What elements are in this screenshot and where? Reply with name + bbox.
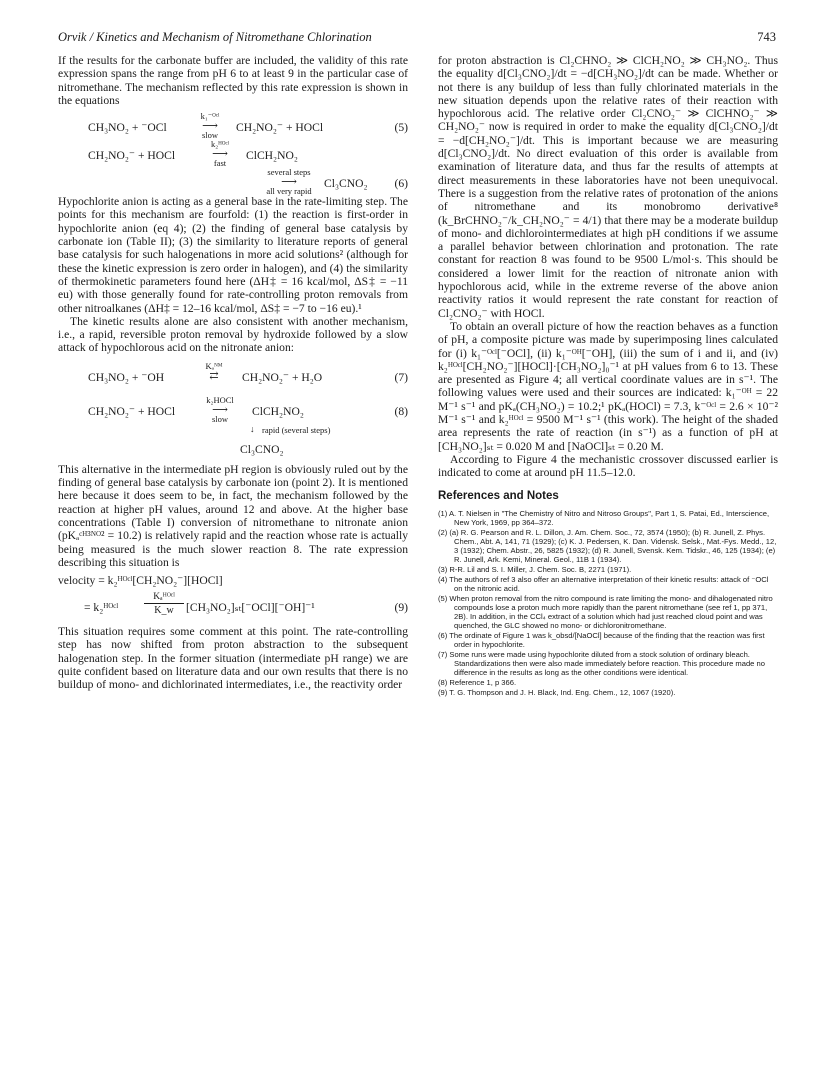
reaction-arrow [188, 111, 232, 140]
eq-lhs: CH₂NO₂⁻ + HOCl [88, 149, 176, 163]
fraction [144, 591, 184, 617]
equation-number: (9) [394, 601, 408, 615]
paragraph: To obtain an overall picture of how the reaction behaves as a function of pH, a composite picture was made by superimposing lines calculated for (i) k₁⁻ᴼᶜˡ[⁻OCl], (ii) k₁⁻ᴼᴴ[⁻OH], (iii) the sum of i and ii, and (iv) k₂ᴴᴼᶜˡ[CH₂NO₂⁻][HOCl]·[CH₃NO₂]₀⁻¹ at pH values from 6 to 13. These are presented as Figure 4; all vertical coordinate values are in s⁻¹. The following values were used and their sources are indicated: k₁⁻ᴼᴴ = 22 M⁻¹ s⁻¹ and pKₐ(CH₃NO₂) = 10.2;¹ pKₐ(HOCl) = 7.3, k⁻ᴼᶜˡ = 2.6 × 10⁻² M⁻¹ s⁻¹ and k₂ᴴᴼᶜˡ = 9500 M⁻¹ s⁻¹ (this work). The height of the shaded area represents the rate of reaction (in s⁻¹) as a function of pH at [CH₃NO₂]ₛₜ = 0.020 M and [NaOCl]ₛₜ = 0.20 M. [438, 319, 778, 453]
eq-lhs: CH₂NO₂⁻ + HOCl [88, 404, 176, 418]
equation-number: (7) [394, 370, 408, 384]
reference-item: (3) R-R. Lil and S. I. Miller, J. Chem. Soc. B, 2271 (1971). [438, 564, 632, 574]
equilibrium-arrow [190, 361, 238, 381]
equilibrium-constant: Kₐᴺᴹ [205, 360, 223, 371]
step-label: slow [211, 413, 229, 424]
arrow-glyph: ⟶ [281, 176, 297, 189]
reference-item: (1) A. T. Nielsen in "The Chemistry of Nitro and Nitroso Groups", Part 1, S. Patai, Ed., Interscience, New York, 1969, pp 364–372. [438, 508, 770, 527]
rate-constant: k₁⁻ᴼᶜˡ [200, 111, 220, 122]
reference-item: (8) Reference 1, p 366. [438, 677, 517, 687]
paragraph: This alternative in the intermediate pH region is obviously ruled out by the finding of general base catalysis by carbonate ion (point 2). It is mentioned here because it does seem to be, in fact, the mechanism followed by the reaction at higher pH values, around 12 and above. At the higher base concentrations (Table I) conversion of nitromethane to nitronate anion (pKₐᶜᴴ³ᴺᴼ² = 10.2) is relatively rapid and the reaction whose rate is actually being measured is the much slower reaction 8. The rate expression describing this situation is [58, 462, 408, 569]
equation-number: (8) [394, 404, 408, 418]
equation-6a [58, 139, 408, 169]
reaction-arrow [192, 395, 248, 424]
equation-8-step [58, 423, 408, 439]
paragraph: This situation requires some comment at this point. The rate-controlling step has now shifted from proton abstraction to the subsequent halogenation step. In the former situation (intermediate pH range) we are quite confident based on literature data and our own results that there is no buildup of mono- and dichlorinated intermediates, i.e., the reactivity order [58, 625, 408, 692]
rate-expression: velocity = k₂ᴴᴼᶜˡ[CH₂NO₂⁻][HOCl] [58, 574, 223, 588]
equation-6b [58, 167, 408, 197]
reaction-arrow [256, 167, 322, 196]
eq-rhs: ClCH₂NO₂ [252, 404, 304, 418]
page-number: 743 [757, 30, 776, 44]
equation-8 [58, 394, 408, 424]
rate-constant: k₂ᴴᴼᶜˡ [210, 139, 230, 150]
eq-lhs: CH₃NO₂ + ⁻OH [88, 370, 165, 384]
arrow-glyph: ⟶ [212, 403, 228, 416]
right-column [438, 54, 778, 698]
eq-rhs: CH₂NO₂⁻ + H₂O [242, 370, 323, 384]
arrow-glyph: ⟶ [202, 120, 218, 133]
equation-5 [58, 111, 408, 141]
rate-constant: k₂HOCl [206, 394, 234, 405]
eq-rhs: ClCH₂NO₂ [246, 149, 298, 163]
eq-rhs: CH₂NO₂⁻ + HOCl [236, 121, 324, 135]
step-label: all very rapid [266, 186, 312, 197]
paragraph: If the results for the carbonate buffer are included, the validity of this rate expression spans the range from pH 6 to at least 9 in the particular case of nitromethane. The mechanism reflected by this rate expression is shown in the equations [58, 54, 408, 107]
fraction-denominator: K_w [154, 605, 174, 617]
step-label: slow [201, 130, 219, 141]
reference-item: (2) (a) R. G. Pearson and R. L. Dillon, J. Am. Chem. Soc., 72, 3574 (1950); (b) R. Junell, Z. Phys. Chem., Abt. A, 141, 71 (1929); (c) K. J. Pedersen, K. Dan. Vidensk. Selsk., Mat.-Fys. Medd., 12, 3 (1932); Chem. Abstr., 26, 5825 (1932); (d) R. Junell, Svensk. Kem. Tidskr., 46, 125 (1934); (e) R. Junell, Ark. Kemi, Mineral. Geol., 11B 1 (1934). [438, 527, 777, 564]
rate-expression-1 [58, 571, 408, 589]
arrow-glyph: ⇄ [209, 369, 219, 382]
running-head [58, 30, 776, 48]
paragraph: for proton abstraction is Cl₂CHNO₂ ≫ ClCH₂NO₂ ≫ CH₃NO₂. Thus the equality d[Cl₃CNO₂]/dt = −d[CH₃NO₂]/dt can be made. Whether or not there is any buildup of less than fully chlorinated materials in the new situation depends upon the relative rates of their reaction with hypochlorous acid. The relative order Cl₂CNO₂⁻ ≫ ClCHNO₂⁻ ≫ CH₂NO₂⁻ now is required in order to make the equality d[Cl₃CNO₂]/dt = −d[CH₂NO₂⁻]/dt. This is important because we are measuring d[Cl₃CNO₂]/dt. No direct evaluation of this order is available from examination of literature data, and thus far the results of attempts at direct measurements in these laboratories have not been unequivocal. There is a suggestion from the relative rates of protonation of the anions of nitromethane and its monobromo derivative⁸ (k_BrCHNO₂⁻/k_CH₂NO₂⁻ = 4/1) that there may be a moderate buildup of mono- and dichlorointermediates at high pH conditions if we assume a parallel behavior between chlorination and protonation. The rate constant for reaction 8 was found to be 9500 L/mol·s. This should be considered a lower limit for the reaction of nitronate anion with hypochlorous acid, while in the extreme reverse of the above anion reactivity ratios it would represent the rate constant for reaction of Cl₂CNO₂⁻ with HOCl. [438, 54, 778, 320]
rate-expression-2 [58, 591, 408, 621]
eq-rhs: Cl₃CNO₂ [324, 177, 368, 191]
eq-product: Cl₃CNO₂ [240, 442, 284, 456]
paragraph: Hypochlorite anion is acting as a general base in the rate-limiting step. The points for this mechanism are fourfold: (1) the reaction is first-order in hypochlorite anion (eq 4); (2) the finding of general base catalysis by carbonate ion (Table II); (3) the similarity to literature reports of general base catalysis for such halogenations in more acid solutions² (although for these the kinetic expression is zero order in halogen), and (4) the similarity of thermokinetic parameters found here (ΔH‡ = 16 kcal/mol, ΔS‡ = −11 eu) with those generally found for rate-controlling proton removals from other nitroalkanes (ΔH‡ = 12–16 kcal/mol, ΔS‡ = −7 to −16 eu).¹ [58, 195, 408, 315]
reference-item: (7) Some runs were made using hypochlorite diluted from a stock solution of ordinary bleach. Standardizations then were also made immediately before reaction. This procedure made no difference in the results as long as the other conditions were identical. [438, 649, 765, 677]
eq-lhs: CH₃NO₂ + ⁻OCl [88, 121, 167, 135]
arrow-glyph: ⟶ [212, 148, 228, 161]
equation-8-product [58, 441, 408, 459]
rate-prefix: = k₂ᴴᴼᶜˡ [84, 601, 119, 615]
reference-item: (4) The authors of ref 3 also offer an alternative interpretation of their kinetic results: attack of ⁻OCl on the nitronic acid. [438, 574, 769, 593]
references-list [438, 509, 778, 697]
reference-item: (9) T. G. Thompson and J. H. Black, Ind. Eng. Chem., 12, 1067 (1920). [438, 687, 676, 697]
left-column [58, 54, 408, 692]
reference-item: (5) When proton removal from the nitro compound is rate limiting the mono- and dihalogenated nitro compounds lose a proton much more rapidly than the parent nitromethane (see ref 1, pp 371, 2B). In addition, in the CCl₄ extract of a solution which had just reached cloud point and was quenched, the GLC showed no mono- or dichloronitromethane. [438, 593, 773, 630]
references-heading: References and Notes [438, 489, 559, 502]
paragraph: According to Figure 4 the mechanistic crossover discussed earlier is indicated to come at around pH 11.5–12.0. [438, 452, 778, 480]
reaction-arrow [198, 139, 242, 168]
running-title: Orvik / Kinetics and Mechanism of Nitromethane Chlorination [58, 30, 372, 44]
equation-7 [58, 361, 408, 387]
equation-number: (6) [394, 177, 408, 191]
rate-suffix: [CH₃NO₂]ₛₜ[⁻OCl][⁻OH]⁻¹ [186, 601, 315, 615]
fraction-numerator: Kₐᴴᴼᶜˡ [144, 591, 184, 604]
down-arrow-icon: ↓ [250, 423, 255, 434]
paragraph: The kinetic results alone are also consistent with another mechanism, i.e., a rapid, reversible proton removal by hydroxide followed by a slow attack of hypochlorous acid on the nitronate anion: [58, 314, 408, 355]
step-label: several steps [267, 167, 311, 178]
step-label: fast [213, 158, 227, 169]
reference-item: (6) The ordinate of Figure 1 was k_obsd/[NaOCl] because of the finding that the reaction was first order in hypochlorite. [438, 630, 765, 649]
step-label: rapid (several steps) [262, 424, 331, 435]
equation-number: (5) [394, 121, 408, 135]
